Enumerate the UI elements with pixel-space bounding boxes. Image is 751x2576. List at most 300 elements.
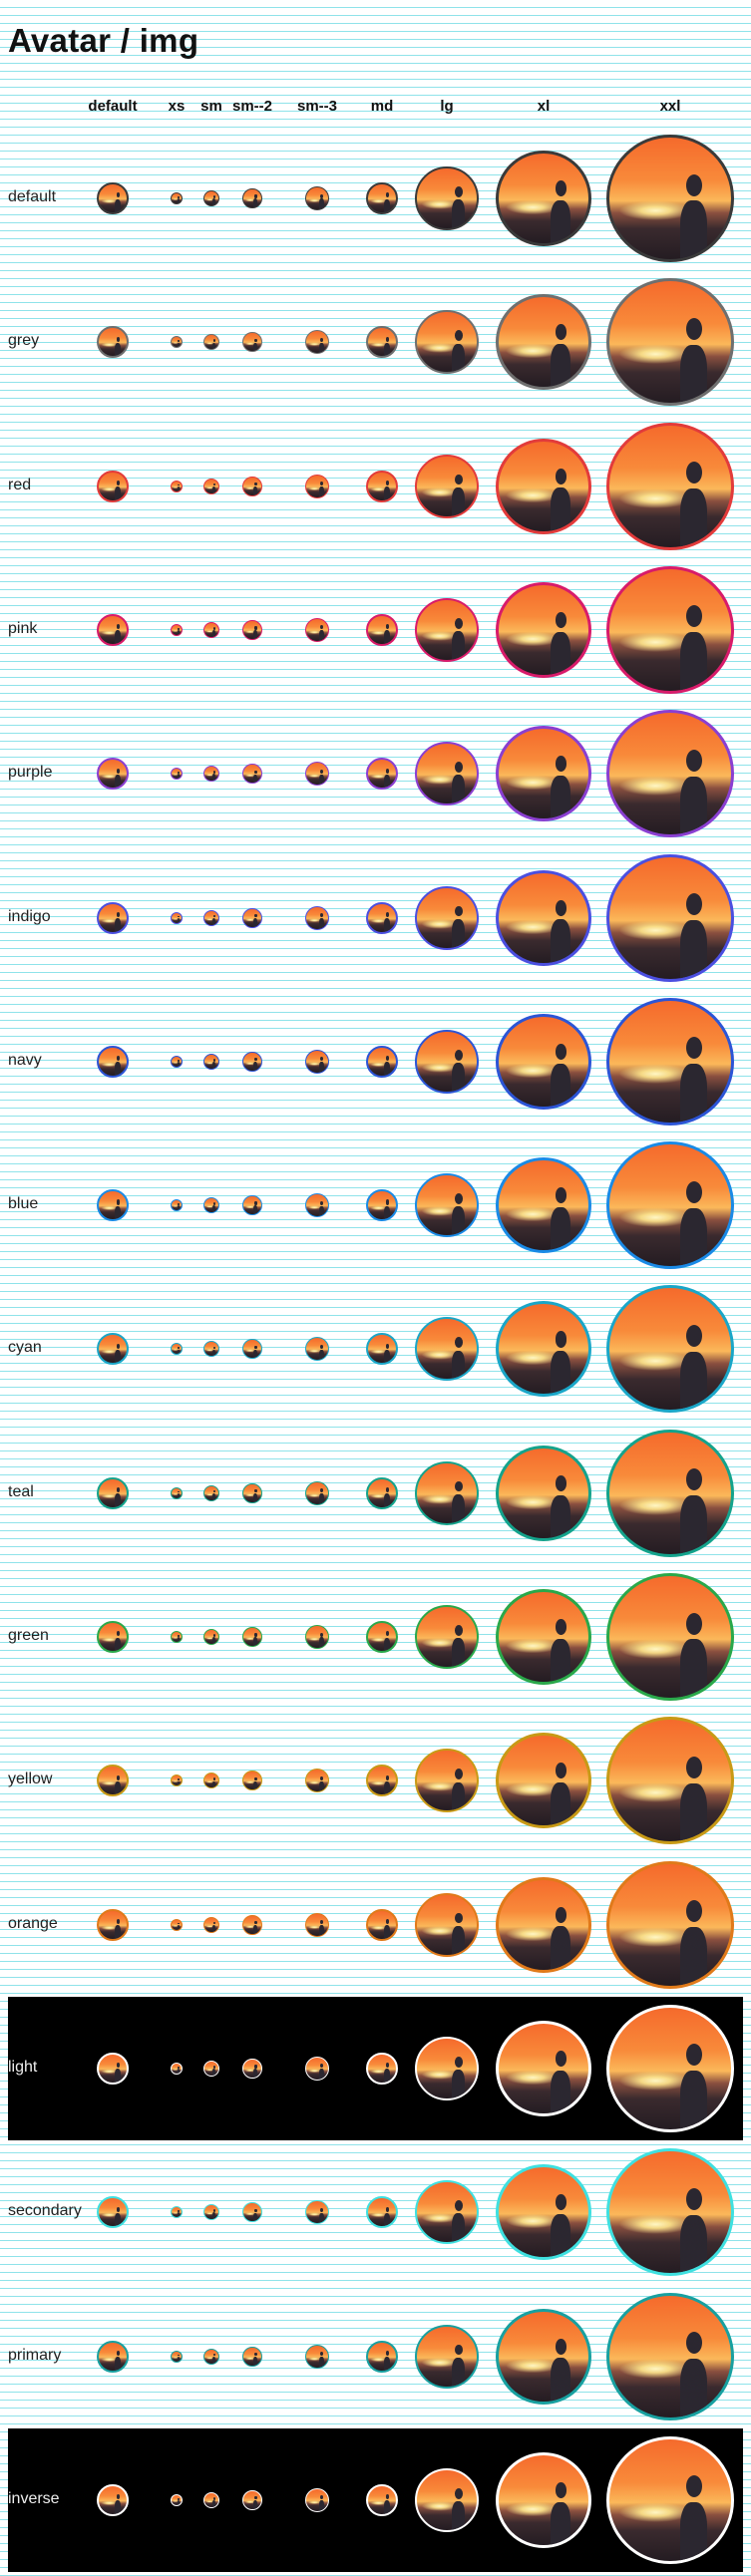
avatar-image-md[interactable]: [366, 2341, 398, 2373]
person-silhouette-body: [212, 2069, 215, 2076]
avatar-image-xs[interactable]: [171, 768, 183, 780]
avatar-image-sm-3[interactable]: [305, 2488, 329, 2512]
person-silhouette-head: [386, 192, 390, 197]
person-silhouette-body: [452, 1494, 465, 1523]
avatar-image-sm-2[interactable]: [242, 2059, 262, 2079]
avatar-image-sm[interactable]: [203, 334, 219, 350]
avatar-image-xl[interactable]: [496, 870, 591, 966]
person-silhouette-head: [556, 900, 567, 916]
avatar-image-xxl[interactable]: [606, 998, 734, 1126]
person-silhouette-head: [254, 2353, 256, 2356]
avatar-image-default[interactable]: [97, 758, 129, 790]
person-silhouette-head: [320, 1201, 323, 1205]
avatar-image-sm-3[interactable]: [305, 1913, 329, 1937]
avatar-image-sm-2[interactable]: [242, 1627, 262, 1647]
row-label: primary: [8, 2346, 62, 2364]
avatar-image-md[interactable]: [366, 758, 398, 790]
avatar-image-xs[interactable]: [171, 1774, 183, 1786]
avatar-image-xxl[interactable]: [606, 566, 734, 694]
avatar-image-xxl[interactable]: [606, 423, 734, 550]
avatar-image-xs[interactable]: [171, 1343, 183, 1355]
avatar-image-xs[interactable]: [171, 1487, 183, 1499]
avatar-image-md[interactable]: [366, 1621, 398, 1653]
person-silhouette-head: [455, 330, 463, 341]
avatar-image-default[interactable]: [97, 1046, 129, 1078]
person-silhouette-head: [320, 1920, 323, 1924]
avatar-image-sm[interactable]: [203, 766, 219, 782]
avatar-image-xl[interactable]: [496, 1733, 591, 1828]
person-silhouette-head: [117, 1775, 121, 1780]
person-silhouette-body: [452, 1782, 465, 1811]
avatar-image-md[interactable]: [366, 1046, 398, 1078]
person-silhouette-head: [254, 2209, 256, 2212]
avatar-image-sm-2[interactable]: [242, 2202, 262, 2222]
person-silhouette-head: [117, 1344, 121, 1349]
person-silhouette-body: [551, 2214, 570, 2257]
row-label: purple: [8, 764, 53, 782]
avatar-image-sm-3[interactable]: [305, 618, 329, 642]
person-silhouette-body: [115, 630, 121, 643]
person-silhouette-body: [384, 343, 390, 356]
avatar-image-sm[interactable]: [203, 2492, 219, 2508]
avatar-row-primary: [0, 2285, 751, 2428]
avatar-image-sm-3[interactable]: [305, 906, 329, 930]
avatar-image-xl[interactable]: [496, 726, 591, 821]
person-silhouette-head: [254, 483, 256, 485]
avatar-image-lg[interactable]: [415, 742, 479, 805]
avatar-image-sm[interactable]: [203, 190, 219, 206]
avatar-image-lg[interactable]: [415, 2037, 479, 2100]
avatar-image-sm-2[interactable]: [242, 2490, 262, 2510]
avatar-row-grey: [0, 270, 751, 414]
avatar-image-default[interactable]: [97, 1909, 129, 1941]
avatar-image-xl[interactable]: [496, 2021, 591, 2116]
row-label: blue: [8, 1195, 39, 1213]
person-silhouette-head: [386, 337, 390, 342]
column-header-lg: lg: [440, 98, 454, 115]
person-silhouette-body: [452, 1206, 465, 1235]
avatar-image-sm-3[interactable]: [305, 1193, 329, 1217]
person-silhouette-body: [680, 488, 707, 547]
avatar-image-xxl[interactable]: [606, 2005, 734, 2132]
person-silhouette-body: [452, 1926, 465, 1955]
person-silhouette-head: [254, 1777, 256, 1780]
avatar-image-sm-2[interactable]: [242, 908, 262, 928]
avatar-image-sm[interactable]: [203, 1197, 219, 1213]
column-header-sm: sm: [200, 98, 222, 115]
avatar-image-lg[interactable]: [415, 455, 479, 518]
person-silhouette-head: [686, 174, 702, 196]
person-silhouette-head: [254, 2065, 256, 2068]
avatar-image-xxl[interactable]: [606, 1573, 734, 1701]
avatar-image-xl[interactable]: [496, 1589, 591, 1685]
person-silhouette-head: [386, 1919, 390, 1924]
person-silhouette-body: [319, 2069, 324, 2080]
avatar-image-default[interactable]: [97, 2196, 129, 2228]
avatar-image-default[interactable]: [97, 1477, 129, 1509]
avatar-image-xs[interactable]: [171, 192, 183, 204]
avatar-image-lg[interactable]: [415, 310, 479, 374]
row-label: secondary: [8, 2202, 82, 2220]
avatar-image-lg[interactable]: [415, 1749, 479, 1812]
avatar-row-indigo: [0, 846, 751, 990]
person-silhouette-body: [452, 919, 465, 948]
avatar-image-xs[interactable]: [171, 481, 183, 492]
person-silhouette-body: [384, 1062, 390, 1075]
avatar-image-sm-3[interactable]: [305, 2057, 329, 2081]
row-label: yellow: [8, 1771, 53, 1788]
person-silhouette-head: [686, 750, 702, 772]
avatar-image-xxl[interactable]: [606, 1430, 734, 1557]
person-silhouette-body: [178, 1637, 180, 1642]
avatar-image-sm-3[interactable]: [305, 1481, 329, 1505]
row-label: navy: [8, 1051, 42, 1069]
person-silhouette-head: [254, 771, 256, 774]
avatar-image-sm[interactable]: [203, 1629, 219, 1645]
person-silhouette-body: [178, 1205, 180, 1210]
person-silhouette-head: [686, 893, 702, 915]
person-silhouette-head: [556, 180, 567, 196]
avatar-image-lg[interactable]: [415, 598, 479, 662]
avatar-image-lg[interactable]: [415, 1173, 479, 1237]
person-silhouette-head: [686, 605, 702, 627]
person-silhouette-head: [455, 1769, 463, 1779]
avatar-image-xl[interactable]: [496, 2452, 591, 2548]
person-silhouette-body: [551, 1495, 570, 1538]
person-silhouette-body: [212, 1062, 215, 1069]
person-silhouette-head: [117, 2063, 121, 2068]
avatar-image-lg[interactable]: [415, 1893, 479, 1957]
avatar-image-xl[interactable]: [496, 1301, 591, 1397]
avatar-image-default[interactable]: [97, 902, 129, 934]
person-silhouette-head: [556, 1619, 567, 1635]
avatar-image-sm-2[interactable]: [242, 1339, 262, 1359]
avatar-image-xxl[interactable]: [606, 135, 734, 262]
row-label: grey: [8, 332, 40, 350]
person-silhouette-body: [680, 632, 707, 691]
person-silhouette-body: [212, 774, 215, 781]
avatar-image-md[interactable]: [366, 2484, 398, 2516]
avatar-image-default[interactable]: [97, 614, 129, 646]
avatar-image-md[interactable]: [366, 1333, 398, 1365]
avatar-image-md[interactable]: [366, 1189, 398, 1221]
avatar-image-default[interactable]: [97, 326, 129, 358]
avatar-image-sm[interactable]: [203, 622, 219, 638]
person-silhouette-body: [384, 1493, 390, 1506]
person-silhouette-body: [319, 343, 324, 354]
person-silhouette-head: [254, 2496, 256, 2499]
column-header-default: default: [88, 98, 138, 115]
person-silhouette-head: [117, 192, 121, 197]
person-silhouette-body: [178, 630, 180, 635]
avatar-image-sm-2[interactable]: [242, 2347, 262, 2367]
person-silhouette-body: [212, 630, 215, 637]
avatar-image-lg[interactable]: [415, 2468, 479, 2532]
person-silhouette-body: [319, 1206, 324, 1217]
person-silhouette-body: [115, 1925, 121, 1938]
avatar-image-md[interactable]: [366, 2196, 398, 2228]
avatar-image-sm[interactable]: [203, 910, 219, 926]
avatar-row-red: [0, 415, 751, 558]
avatar-image-sm[interactable]: [203, 2349, 219, 2365]
avatar-image-sm[interactable]: [203, 1917, 219, 1933]
person-silhouette-head: [455, 186, 463, 197]
person-silhouette-head: [686, 1613, 702, 1635]
avatar-image-xl[interactable]: [496, 294, 591, 390]
person-silhouette-body: [551, 776, 570, 818]
person-silhouette-body: [319, 2357, 324, 2368]
person-silhouette-body: [115, 1493, 121, 1506]
avatar-image-md[interactable]: [366, 614, 398, 646]
person-silhouette-body: [115, 486, 121, 499]
person-silhouette-body: [212, 2357, 215, 2364]
avatar-image-sm-3[interactable]: [305, 1769, 329, 1792]
person-silhouette-head: [386, 624, 390, 629]
avatar-image-default[interactable]: [97, 1621, 129, 1653]
avatar-row-inverse: [0, 2428, 751, 2572]
person-silhouette-body: [253, 1493, 257, 1502]
person-silhouette-body: [212, 2212, 215, 2219]
avatar-image-xs[interactable]: [171, 624, 183, 636]
avatar-image-md[interactable]: [366, 1477, 398, 1509]
person-silhouette-body: [253, 486, 257, 495]
row-label: cyan: [8, 1339, 42, 1357]
person-silhouette-body: [319, 1637, 324, 1648]
avatar-image-md[interactable]: [366, 1765, 398, 1796]
avatar-image-default[interactable]: [97, 1333, 129, 1365]
avatar-image-sm-2[interactable]: [242, 188, 262, 208]
avatar-image-sm[interactable]: [203, 2061, 219, 2077]
avatar-image-xs[interactable]: [171, 2206, 183, 2218]
person-silhouette-body: [551, 1639, 570, 1682]
person-silhouette-body: [178, 2212, 180, 2217]
avatar-image-sm-3[interactable]: [305, 762, 329, 786]
person-silhouette-body: [384, 2069, 390, 2082]
person-silhouette-body: [452, 1063, 465, 1092]
person-silhouette-body: [680, 1783, 707, 1842]
avatar-image-sm[interactable]: [203, 1341, 219, 1357]
person-silhouette-body: [319, 775, 324, 786]
person-silhouette-head: [320, 1057, 323, 1061]
avatar-image-lg[interactable]: [415, 1030, 479, 1094]
person-silhouette-body: [253, 918, 257, 927]
avatar-image-xxl[interactable]: [606, 2436, 734, 2564]
avatar-image-sm-3[interactable]: [305, 186, 329, 210]
person-silhouette-body: [551, 919, 570, 962]
person-silhouette-head: [556, 2194, 567, 2210]
avatar-image-sm-2[interactable]: [242, 764, 262, 784]
avatar-image-xxl[interactable]: [606, 2293, 734, 2420]
person-silhouette-head: [386, 481, 390, 485]
avatar-row-blue: [0, 1133, 751, 1277]
avatar-image-md[interactable]: [366, 326, 398, 358]
person-silhouette-body: [115, 1781, 121, 1794]
avatar-image-xl[interactable]: [496, 1157, 591, 1253]
person-silhouette-head: [686, 1900, 702, 1922]
avatar-image-xs[interactable]: [171, 1631, 183, 1643]
person-silhouette-head: [254, 914, 256, 917]
row-label: pink: [8, 619, 38, 637]
person-silhouette-head: [455, 475, 463, 485]
avatar-image-sm-3[interactable]: [305, 2200, 329, 2224]
person-silhouette-body: [253, 2069, 257, 2078]
avatar-image-sm-3[interactable]: [305, 1337, 329, 1361]
avatar-image-lg[interactable]: [415, 1461, 479, 1525]
avatar-image-sm[interactable]: [203, 1054, 219, 1070]
avatar-image-xxl[interactable]: [606, 710, 734, 837]
avatar-image-md[interactable]: [366, 182, 398, 214]
avatar-image-md[interactable]: [366, 2053, 398, 2085]
avatar-image-sm[interactable]: [203, 1772, 219, 1788]
person-silhouette-body: [115, 1638, 121, 1651]
person-silhouette-head: [455, 1193, 463, 1204]
person-silhouette-body: [680, 2071, 707, 2129]
person-silhouette-head: [320, 1776, 323, 1780]
avatar-image-xxl[interactable]: [606, 278, 734, 406]
person-silhouette-head: [320, 194, 323, 198]
avatar-image-xs[interactable]: [171, 1056, 183, 1068]
avatar-image-lg[interactable]: [415, 2325, 479, 2389]
person-silhouette-body: [384, 2500, 390, 2513]
avatar-image-xl[interactable]: [496, 2164, 591, 2260]
avatar-image-md[interactable]: [366, 471, 398, 502]
avatar-image-md[interactable]: [366, 902, 398, 934]
person-silhouette-body: [115, 1062, 121, 1075]
avatar-image-xl[interactable]: [496, 582, 591, 678]
avatar-image-default[interactable]: [97, 1189, 129, 1221]
avatar-image-sm[interactable]: [203, 2204, 219, 2220]
avatar-image-default[interactable]: [97, 2484, 129, 2516]
person-silhouette-body: [680, 2359, 707, 2417]
avatar-image-xxl[interactable]: [606, 2148, 734, 2276]
avatar-image-default[interactable]: [97, 2053, 129, 2085]
avatar-image-xxl[interactable]: [606, 854, 734, 982]
person-silhouette-body: [212, 198, 215, 205]
avatar-image-sm-2[interactable]: [242, 1195, 262, 1215]
avatar-image-lg[interactable]: [415, 166, 479, 230]
avatar-image-xl[interactable]: [496, 1446, 591, 1541]
avatar-image-xs[interactable]: [171, 2494, 183, 2506]
person-silhouette-head: [117, 2494, 121, 2499]
avatar-image-lg[interactable]: [415, 886, 479, 950]
person-silhouette-head: [686, 2332, 702, 2354]
avatar-image-lg[interactable]: [415, 1605, 479, 1669]
avatar-image-xl[interactable]: [496, 2309, 591, 2405]
avatar-image-sm-2[interactable]: [242, 620, 262, 640]
person-silhouette-body: [115, 918, 121, 931]
person-silhouette-head: [320, 2352, 323, 2356]
person-silhouette-body: [551, 2071, 570, 2113]
person-silhouette-body: [253, 343, 257, 352]
avatar-image-sm-3[interactable]: [305, 1625, 329, 1649]
avatar-image-sm-2[interactable]: [242, 1483, 262, 1503]
avatar-image-xl[interactable]: [496, 1877, 591, 1973]
person-silhouette-head: [455, 1337, 463, 1348]
avatar-image-xxl[interactable]: [606, 1141, 734, 1269]
person-silhouette-body: [680, 2502, 707, 2561]
avatar-row-teal: [0, 1422, 751, 1565]
avatar-image-sm[interactable]: [203, 479, 219, 494]
person-silhouette-body: [384, 1925, 390, 1938]
avatar-image-xl[interactable]: [496, 151, 591, 246]
avatar-image-sm-3[interactable]: [305, 1050, 329, 1074]
avatar-image-sm-2[interactable]: [242, 1915, 262, 1935]
person-silhouette-body: [319, 1062, 324, 1073]
avatar-image-sm-2[interactable]: [242, 477, 262, 496]
person-silhouette-head: [254, 1201, 256, 1204]
person-silhouette-head: [386, 1775, 390, 1780]
avatar-image-xs[interactable]: [171, 336, 183, 348]
avatar-image-sm-3[interactable]: [305, 475, 329, 498]
person-silhouette-body: [384, 1638, 390, 1651]
column-header-xs: xs: [168, 98, 186, 115]
person-silhouette-head: [386, 1487, 390, 1492]
avatar-row-pink: [0, 558, 751, 702]
avatar-image-default[interactable]: [97, 1765, 129, 1796]
avatar-image-xxl[interactable]: [606, 1717, 734, 1844]
avatar-image-xs[interactable]: [171, 1919, 183, 1931]
person-silhouette-body: [551, 632, 570, 675]
person-silhouette-body: [212, 1925, 215, 1932]
avatar-image-sm-3[interactable]: [305, 2345, 329, 2369]
person-silhouette-body: [319, 1781, 324, 1792]
avatar-image-xl[interactable]: [496, 1014, 591, 1110]
person-silhouette-head: [320, 625, 323, 629]
person-silhouette-head: [556, 2339, 567, 2355]
person-silhouette-head: [320, 1345, 323, 1349]
person-silhouette-body: [115, 2500, 121, 2513]
person-silhouette-body: [212, 1637, 215, 1644]
person-silhouette-body: [115, 199, 121, 212]
avatar-image-xs[interactable]: [171, 2063, 183, 2075]
person-silhouette-head: [686, 1325, 702, 1347]
person-silhouette-body: [452, 2070, 465, 2098]
person-silhouette-body: [178, 1925, 180, 1930]
person-silhouette-head: [254, 1346, 256, 1349]
person-silhouette-body: [178, 2357, 180, 2362]
avatar-image-default[interactable]: [97, 182, 129, 214]
person-silhouette-body: [115, 1350, 121, 1363]
person-silhouette-body: [253, 1350, 257, 1359]
avatar-image-sm[interactable]: [203, 1485, 219, 1501]
avatar-image-xs[interactable]: [171, 1199, 183, 1211]
avatar-image-sm-2[interactable]: [242, 332, 262, 352]
person-silhouette-body: [212, 486, 215, 493]
person-silhouette-head: [254, 339, 256, 342]
avatar-image-lg[interactable]: [415, 1317, 479, 1381]
person-silhouette-body: [178, 343, 180, 348]
person-silhouette-head: [556, 1044, 567, 1060]
avatar-image-xl[interactable]: [496, 439, 591, 534]
person-silhouette-head: [386, 1199, 390, 1204]
avatar-image-default[interactable]: [97, 471, 129, 502]
person-silhouette-body: [384, 775, 390, 788]
person-silhouette-body: [253, 1781, 257, 1790]
avatar-image-sm-2[interactable]: [242, 1771, 262, 1790]
avatar-image-xs[interactable]: [171, 912, 183, 924]
avatar-image-xxl[interactable]: [606, 1285, 734, 1413]
avatar-image-md[interactable]: [366, 1909, 398, 1941]
person-silhouette-head: [386, 1056, 390, 1061]
avatar-image-lg[interactable]: [415, 2180, 479, 2244]
avatar-image-xxl[interactable]: [606, 1861, 734, 1989]
avatar-image-xs[interactable]: [171, 2351, 183, 2363]
person-silhouette-head: [455, 2345, 463, 2356]
column-header-xxl: xxl: [659, 98, 681, 115]
avatar-image-default[interactable]: [97, 2341, 129, 2373]
avatar-image-sm-2[interactable]: [242, 1052, 262, 1072]
avatar-image-sm-3[interactable]: [305, 330, 329, 354]
